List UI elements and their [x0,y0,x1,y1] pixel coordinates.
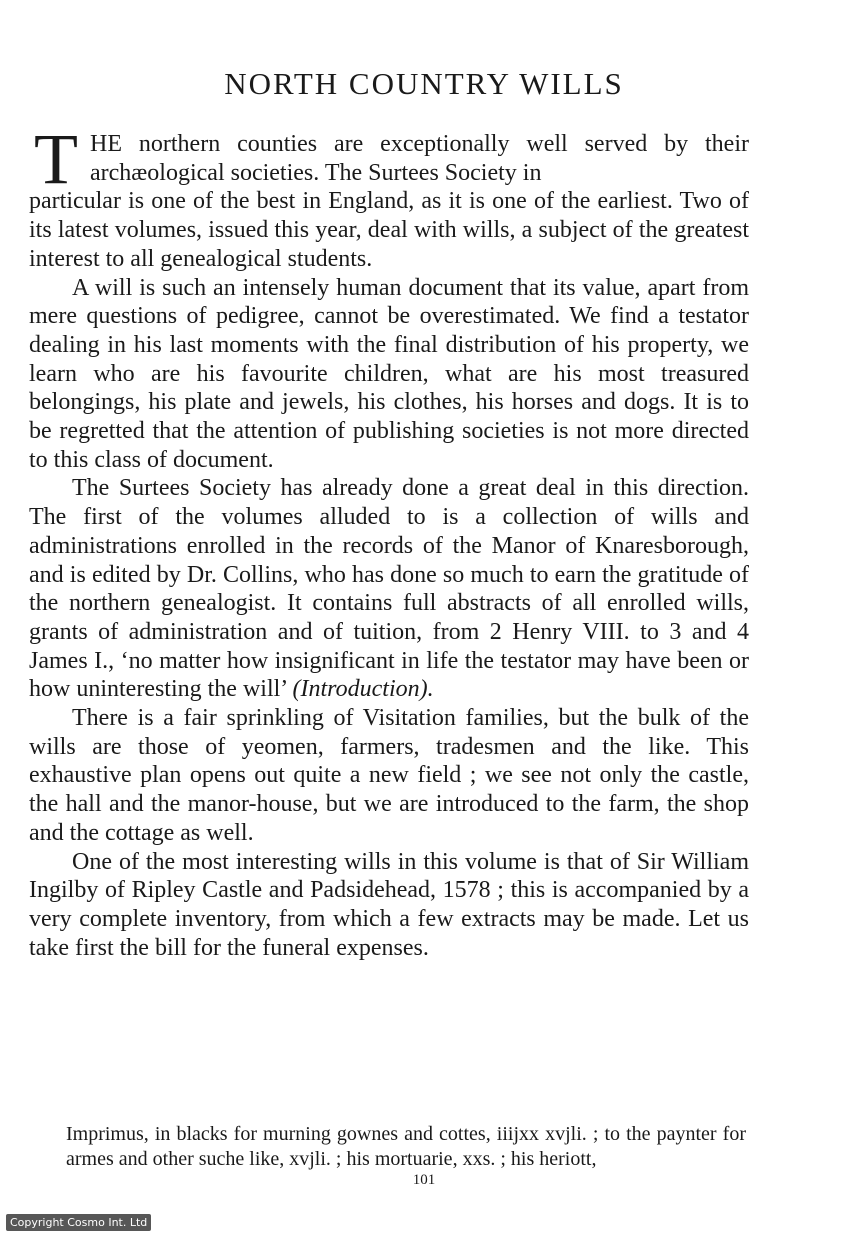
paragraph-3-text: The Surtees Society has already done a great deal in this direction. The first of the volumes alluded to is a collection of wills and administrations enrolled in the records of the Manor of Knaresborough, and is edited by Dr. Collins, who has done so much to earn the gratitude of the northern genealogist. It contains full abstracts of all enrolled wills, grants of administration and of tuition, from 2 Henry VIII. to 3 and 4 James I., ‘no matter how insignificant in life the testator may have been or how uninteresting the will’ [29,475,749,703]
article-body [29,119,749,962]
inventory-extract: Imprimus, in blacks for murning gownes and cottes, iiijxx xvjli. ; to the paynter for armes and other suche like, xvjli. ; his mortuarie, xxs. ; his heriott, [66,1123,746,1170]
paragraph-2: A will is such an intensely human document that its value, apart from mere questions of pedigree, cannot be overestimated. We find a testator dealing in his last moments with the final distribution of his property, we learn who are his favourite children, what are his most treasured belongings, his plate and jewels, his clothes, his horses and dogs. It is to be regretted that the attention of publishing societies is not more directed to this class of document. [29,274,749,473]
paragraph-3-citation: (Introduction). [292,676,434,703]
page-title: NORTH COUNTRY WILLS [224,66,624,101]
paragraph-1 [29,119,749,274]
paragraph-4: There is a fair sprinkling of Visitation families, but the bulk of the wills are those of yeomen, farmers, tradesmen and the like. This exhaustive plan opens out quite a new field ; we see not only the castle, the hall and the manor-house, but we are introduced to the farm, the shop and the cottage as well. [29,705,749,846]
drop-cap: T [34,119,78,199]
paragraph-1-lead: HE northern counties are exceptionally well served by their archæological societies. The Surtees Society in [90,131,749,186]
page-number: 101 [412,1172,436,1188]
paragraph-3 [29,474,749,704]
paragraph-5: One of the most interesting wills in this volume is that of Sir William Ingilby of Ripley Castle and Padsidehead, 1578 ; this is accompanied by a very complete inventory, from which a few extracts may be made. Let us take first the bill for the funeral expenses. [29,848,749,961]
dropcap-block [29,119,749,199]
paragraph-1-rest: particular is one of the best in England, as it is one of the earliest. Two of its latest volumes, issued this year, deal with wills, a subject of the greatest interest to all genealogical students. [29,188,749,272]
copyright-watermark: Copyright Cosmo Int. Ltd [6,1214,151,1231]
